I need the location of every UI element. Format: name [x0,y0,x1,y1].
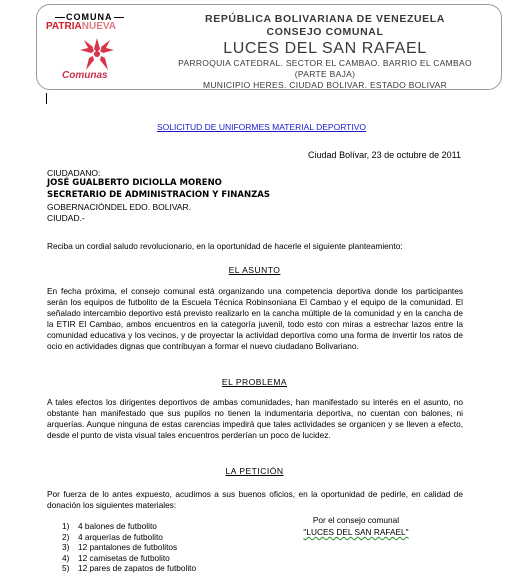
comuna-logo [44,12,144,88]
list-item: 3) 12 pantalones de futbolitos [62,542,178,552]
section-text-peticion: Por fuerza de lo antes expuesto, acudimos a sus buenos oficios, en la oportunidad de pedirle, en calidad de donación los siguientes materiales: [47,489,463,510]
section-text-problema: A tales efectos los dirigentes deportivos de ambas comunidades, han manifestado su interés en el asunto, no obstante han manifestado que sus pupilos no tienen la indumentaria deportiva, no cuentan con balones, ni arquerías. Aunque ninguna de estas carencias impedirá que tales actividades se organicen y se lleven a efecto, desde el punto de vista visual tales encuentros perderían un poco de lucidez. [47,397,463,440]
recipient-name: JOSÉ GUALBERTO DICIOLLA MORENO [47,178,222,188]
letter-subject: SOLICITUD DE UNIFORMES MATERIAL DEPORTIVO [156,122,367,132]
letter-date: Ciudad Bolívar, 23 de octubre de 2011 [308,150,461,160]
header-republic: REPÚBLICA BOLIVARIANA DE VENEZUELA [205,13,445,25]
list-item: 4) 12 camisetas de futbolito [62,552,170,563]
greeting-paragraph: Reciba un cordial saludo revolucionario, en la oportunidad de hacerle el siguiente planteamiento: [47,241,403,251]
list-item: 2) 4 arquerías de futbolito [62,531,163,542]
materials-list [62,521,196,574]
signature-block [280,514,432,538]
header-council: CONSEJO COMUNAL [266,26,384,38]
header-council-name: LUCES DEL SAN RAFAEL [223,40,427,57]
header-parish: PARROQUIA CATEDRAL. SECTOR EL CAMBAO. BARRIO EL CAMBAO [178,58,472,68]
logo-sub-text: Comunas [62,70,108,81]
section-title-problema: EL PROBLEMA [221,377,288,387]
signature-line2: "LUCES DEL SAN RAFAEL" [303,527,409,537]
recipient-title: SECRETARIO DE ADMINISTRACION Y FINANZAS [47,190,270,200]
letterhead-text [150,13,500,91]
list-item: 5) 12 pares de zapatos de futbolito [62,563,197,573]
recipient-city: CIUDAD.- [47,213,85,223]
header-parish-part: (PARTE BAJA) [294,69,356,79]
section-title-peticion: LA PETICIÓN [225,466,284,476]
section-text-asunto: En fecha próxima, el consejo comunal está organizando una competencia deportiva donde los participantes serán los equipos de futbolito de la Escuela Técnica Robinsoniana El Cambao y el equipo de la comunidad. El señalado intercambio deportivo está previsto realizarlo en la cancha múltiple de la comunidad y en la cancha de la ETIR El Cambao, ambos encuentros en la categoría juvenil, todo esto con miras a estrechar lazos entre la comunidad educativa y los vecinos, y de proyectar la actividad deportiva como una forma de invertir los ratos de ocio en actividades dignas que contribuyan a formar el nuevo ciudadano Bolivariano. [47,286,463,351]
text-cursor [46,93,47,104]
logo-brand-patria: PATRIA [46,21,82,32]
logo-top-text: COMUNA [66,12,113,22]
recipient-label: CIUDADANO: [47,168,101,178]
signature-line1: Por el consejo comunal [312,515,400,525]
recipient-org: GOBERNACIÓNDEL EDO. BOLIVAR. [47,202,192,212]
section-title-asunto: EL ASUNTO [228,265,281,275]
list-item: 1) 4 balones de futbolito [62,521,157,531]
logo-brand-nueva: NUEVA [81,21,117,32]
header-municipality: MUNICIPIO HERES. CIUDAD BOLIVAR. ESTADO BOLIVAR [202,80,448,90]
star-emblem-icon [80,38,114,70]
